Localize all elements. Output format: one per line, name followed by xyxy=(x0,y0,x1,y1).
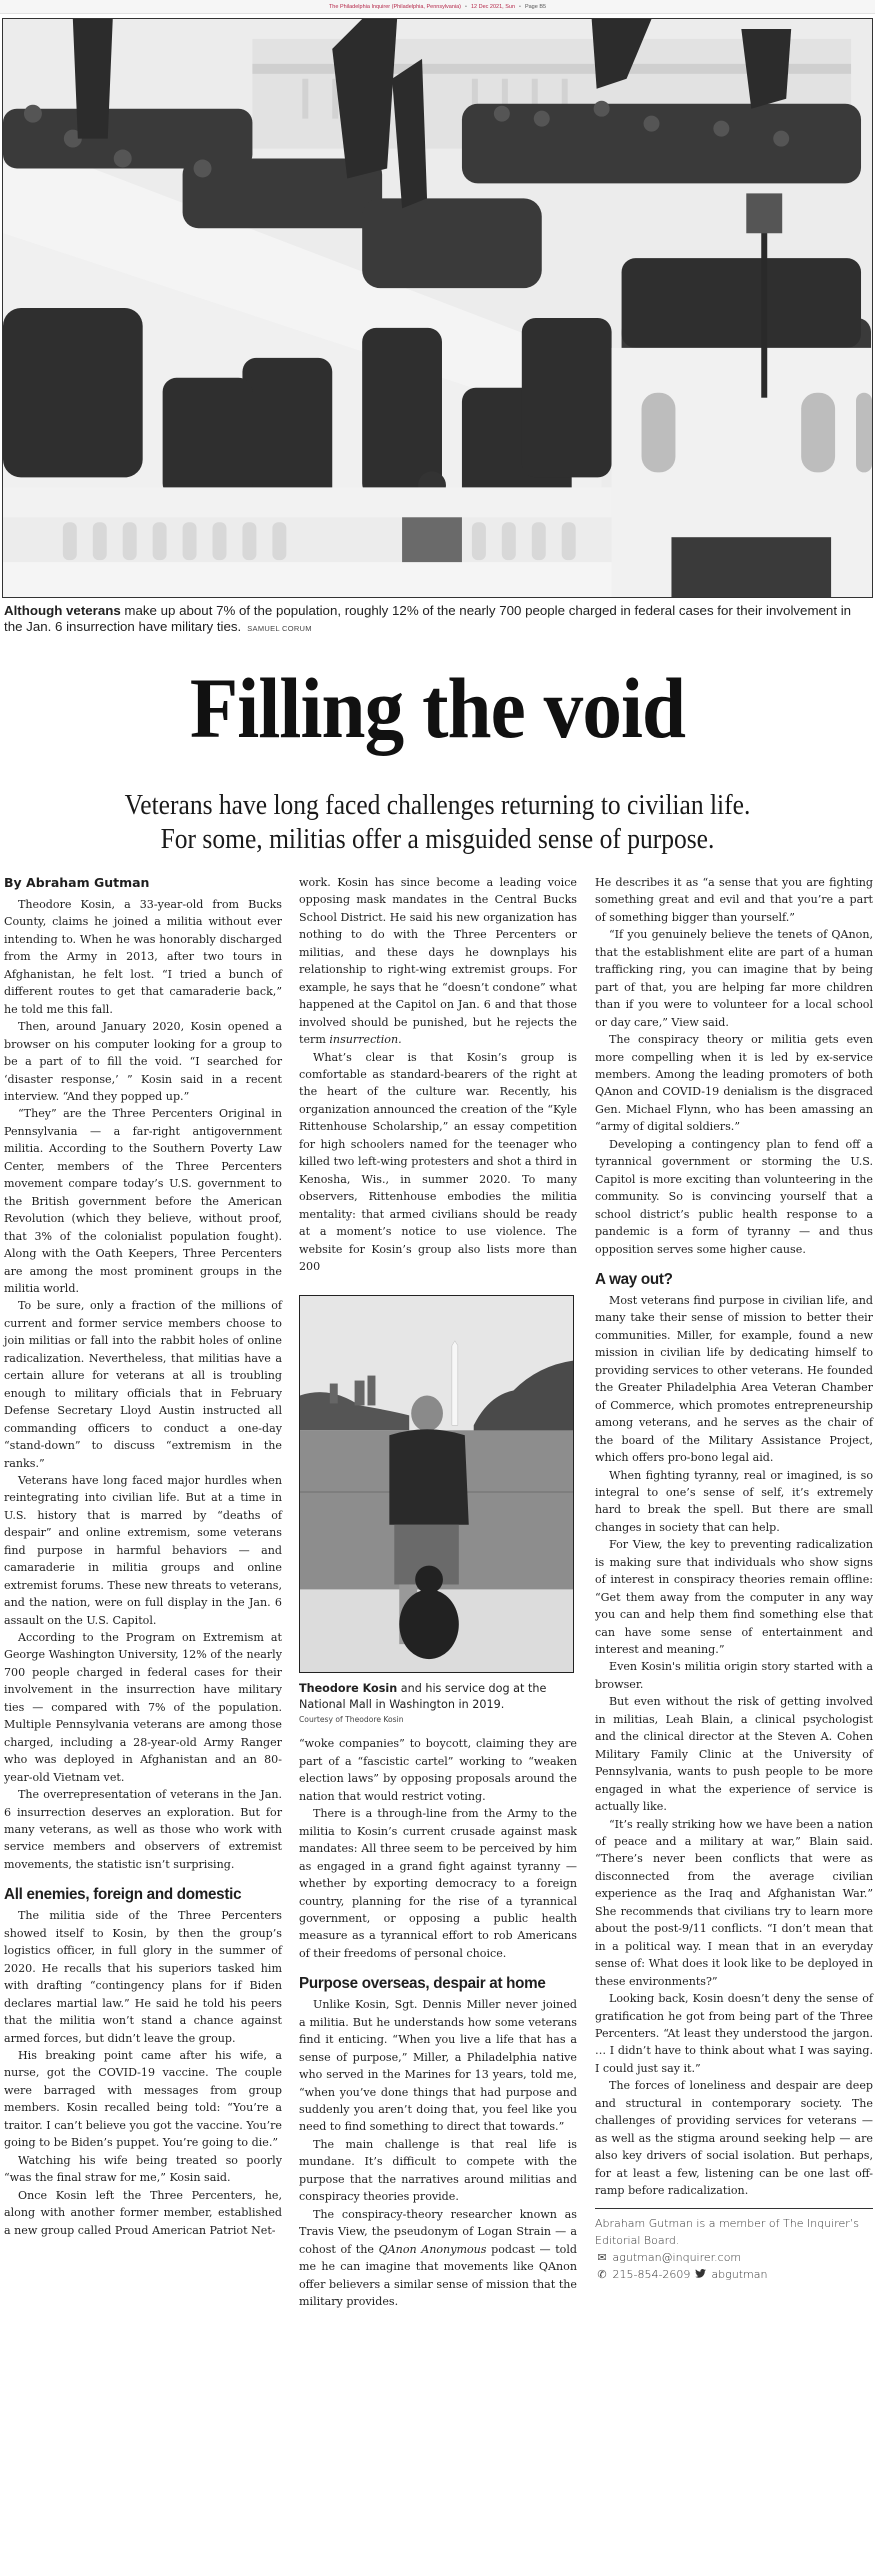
paragraph: He describes it as “a sense that you are fighting something great and evil and that you’re a part of something bigger than yourself.” xyxy=(595,876,873,924)
paragraph: Developing a contingency plan to fend off a tyrannical government or storming the U.S. Capitol is more exciting than volunteering in the community. So is convincing yourself that a school district’s public health response to a pandemic is a form of tyranny — and thus opposition serves some higher cause. xyxy=(595,1137,873,1256)
headline: Filling the void xyxy=(189,660,686,756)
paragraph: There is a through-line from the Army to the militia to Kosin’s current crusade against mask mandates: All three seem to be perceived by him as engaged in a grand fight against tyranny — whether by exporting democracy to a foreign country, planning for the rise of a tyrannical government, or opposing a public health measure as a tyrannical effort to rob Americans of their freedoms of personal choice. xyxy=(299,1807,577,1960)
paragraph: Watching his wife being treated so poorly “was the final straw for me,” Kosin said. xyxy=(4,2153,282,2185)
twitter-bird-icon xyxy=(694,2266,708,2283)
byline: By Abraham Gutman xyxy=(4,875,150,890)
paragraph: The forces of loneliness and despair are deep and structural in contemporary society. The challenges of providing services for veterans — as well as the stigma around seeking help — are also key drivers of social isolation. But perhaps, for at least a few, listening can be one last off-ramp before radicalization. xyxy=(595,2079,873,2198)
twitter-bird-glyph xyxy=(695,2269,706,2278)
paragraph: When fighting tyranny, real or imagined, is so integral to one’s sense of self, it’s extremely hard to break the spell. But there are small changes in society that can help. xyxy=(595,1468,873,1534)
publication-date: 12 Dec 2021, Sun xyxy=(470,4,516,10)
paragraph: The militia side of the Three Percenters showed itself to Kosin, by then the group’s logistics officer, in full glory in the summer of 2020. He recalls that his superiors tasked him with drafting “contingency plans for if Biden declares martial law.” He said he told his peers that the militia won’t stand a chance against armed forces, but didn’t leave the group. xyxy=(4,1909,282,2045)
podcast-title: QAnon Anonymous xyxy=(378,2242,487,2256)
paragraph: The conspiracy theory or militia gets even more compelling when it is led by ex-service members. Among the leading promoters of both QAnon and COVID-19 denialism is the disgraced Gen. Michael Flynn, who has been amassing an “army of digital soldiers.” xyxy=(595,1033,873,1134)
separator: • xyxy=(519,4,521,10)
photo-credit: Courtesy of Theodore Kosin xyxy=(299,1715,404,1725)
hero-photo-capitol-crowd xyxy=(2,18,873,598)
paragraph: Theodore Kosin, a 33-year-old from Bucks County, claims he joined a militia without ever intending to. When he was honorably discharged from the Army in 2013, after two tours in Afghanistan, he felt lost. “I tried a bunch of different routes to get that camaraderie back,” he told me this fall. xyxy=(4,898,282,1016)
caption-text: make up about 7% of the population, roughly 12% of the nearly 700 people charged in federal cases for their involvement in the Jan. 6 insurrection have military ties. xyxy=(4,603,852,634)
section-subhead: Purpose overseas, despair at home xyxy=(299,1975,546,1993)
hero-photo-caption xyxy=(4,603,864,636)
paragraph: Unlike Kosin, Sgt. Dennis Miller never joined a militia. But he understands how some veterans find it enticing. “When you live a life that has a sense of purpose,” Miller, a Philadelphia native who served in the Marines for 13 years, told me, “when you’ve done things that had purpose and suddenly you aren’t doing that, you feel like you need to find something to direct that towards.” xyxy=(299,1998,577,2134)
author-phone[interactable]: 215-854-2609 xyxy=(612,2267,691,2281)
caption-text: and his service dog at the National Mall in Washington in 2019. xyxy=(299,1682,547,1712)
paragraph: But even without the risk of getting involved in militias, Leah Blain, a clinical psychologist and the clinical director at the Steven A. Cohen Military Family Clinic at the University of Pennsylvania, wants to push people to be more engaged in what the experience of service is actually like. xyxy=(595,1695,873,1814)
section-subhead: All enemies, foreign and domestic xyxy=(4,1886,242,1904)
caption-lead: Although veterans xyxy=(4,603,121,618)
subheadline-dek xyxy=(53,788,823,856)
page-number: Page B5 xyxy=(524,4,547,10)
paragraph xyxy=(299,874,577,1049)
paragraph-text: The conspiracy-theory researcher known as Travis View, the pseudonym of Logan Strain — a cohost of the xyxy=(299,2207,577,2256)
publication-name: The Philadelphia Inquirer (Philadelphia, Pennsylvania) xyxy=(328,4,462,10)
paragraph: Once Kosin left the Three Percenters, he, along with another former member, established a new group called Proud American Patriot Net- xyxy=(4,2188,282,2237)
author-email-row xyxy=(595,2249,873,2266)
photo-kosin-service-dog xyxy=(299,1295,574,1673)
paragraph: Most veterans find purpose in civilian life, and many take their sense of mission to better their communities. Miller, for example, found a new mission in civilian life by dedicating himself to providing services to other veterans. He founded the Greater Philadelphia Area Veteran Chamber of Commerce, which promotes entrepreneurship among veterans, and he serves as the chair of the board of the Military Assistance Project, which offers pro-bono legal aid. xyxy=(595,1293,873,1465)
author-bio xyxy=(595,2208,873,2283)
article-column-2 xyxy=(299,874,577,2310)
phone-icon: ✆ xyxy=(597,2267,607,2281)
author-twitter-handle[interactable]: abgutman xyxy=(711,2267,768,2281)
dek-line-1: Veterans have long faced challenges returning to civilian life. xyxy=(124,789,751,821)
article-column-1 xyxy=(4,874,282,2239)
paragraph: To be sure, only a fraction of the millions of current and former service members choose to join militias or fall into the rabbit holes of online radicalization. Nevertheless, that militias have a certain allure for veterans at all is troubling enough to military officials that in February Defense Secretary Lloyd Austin instructed all commanding officers to conduct a one-day “stand-down” to discuss “extremism in the ranks.” xyxy=(4,1299,282,1470)
paragraph-text: podcast — told me he can imagine that movements like QAnon offer believers a similar sense of mission that the military provides. xyxy=(299,2242,577,2309)
paragraph: Veterans have long faced major hurdles when reintegrating into civilian life. But at a time in U.S. history that is marred by “deaths of despair” and online extremism, some veterans find purpose in harmful behaviors — and camaraderie in militia groups and online extremist forums. These new threats to veterans, and the nation, were on full display in the Jan. 6 assault on the U.S. Capitol. xyxy=(4,1473,282,1627)
capitol-crowd-image xyxy=(3,19,872,597)
paragraph: According to the Program on Extremism at George Washington University, 12% of the nearly 700 people charged in federal cases for their involvement in the insurrection have military ties — compared with 7% of the population. Multiple Pennsylvania veterans are among those charged, including a 28-year-old Army Ranger who was deployed in Afghanistan and an 80-year-old Vietnam vet. xyxy=(4,1631,282,1784)
author-email-link[interactable]: agutman@inquirer.com xyxy=(612,2250,742,2264)
photo-credit: SAMUEL CORUM xyxy=(247,623,312,633)
paragraph: “If you genuinely believe the tenets of QAnon, that the establishment elite are part of a human trafficking ring, you can imagine that by being part of that, you are helping far more children than if you were to volunteer for a local school or day care,” View said. xyxy=(595,928,873,1029)
paragraph-text: work. Kosin has since become a leading voice opposing mask mandates in the Central Bucks School District. He said his new organization has nothing to do with the Three Percenters or militias, and these days he downplays his relationship to right-wing extremist groups. For example, he says that he “doesn’t condone” what happened at the Capitol on Jan. 6 and that those involved should be punished, but he rejects the term xyxy=(299,876,577,1047)
photo-caption xyxy=(299,1681,577,1713)
author-contact-row xyxy=(595,2266,873,2283)
paragraph xyxy=(299,2206,577,2311)
italic-term: insurrection. xyxy=(329,1033,402,1047)
paragraph: Then, around January 2020, Kosin opened a browser on his computer looking for a group to be a part of to fill the void. “I searched for ‘disaster response,’ ” Kosin said in a recent interview. “And they popped up.” xyxy=(4,1020,282,1103)
page-header-bar xyxy=(0,0,875,14)
section-subhead: A way out? xyxy=(595,1270,673,1288)
envelope-icon: ✉ xyxy=(597,2250,607,2264)
paragraph: What’s clear is that Kosin’s group is comfortable as standard-bearers of the right at the heart of the culture war. Recently, his organization announced the creation of the “Kyle Rittenhouse Scholarship,” an essay competition for high schoolers named for the teenager who killed two left-wing protesters and shot a third in Kenosha, Wis., in summer 2020. To many observers, Rittenhouse embodies the militia mentality: that armed civilians should be ready at a moment’s notice to use violence. The website for Kosin’s group also lists more than 200 xyxy=(299,1050,577,1273)
author-bio-text: Abraham Gutman is a member of The Inquirer’s Editorial Board. xyxy=(595,2216,859,2247)
paragraph: His breaking point came after his wife, a nurse, got the COVID-19 vaccine. The couple were barraged with messages from group members. Kosin recalled being told: “You’re a traitor. I can’t believe you got the vaccine. You’re going to be Biden’s puppet. You’re going to die.” xyxy=(4,2049,282,2150)
paragraph: Even Kosin's militia origin story started with a browser. xyxy=(595,1660,873,1691)
paragraph: The overrepresentation of veterans in the Jan. 6 insurrection deserves an exploration. But for many veterans, as well as those who work with service members and observers of extremist movements, the statistic isn’t surprising. xyxy=(4,1788,282,1871)
paragraph: The main challenge is that real life is mundane. It’s difficult to compete with the purpose that the narratives around militias and conspiracy theories provide. xyxy=(299,2137,577,2204)
article-column-3 xyxy=(595,874,873,2283)
paragraph: “woke companies” to boycott, claiming they are part of a “fascistic cartel” working to “weaken election laws” by opposing proposals around the nation that would restrict voting. xyxy=(299,1737,577,1803)
paragraph: “They” are the Three Percenters Original in Pennsylvania — a far-right antigovernment militia. According to the Southern Poverty Law Center, members of the Three Percenters movement compare today’s U.S. government to the British government before the American Revolution (which they believe, without proof, that 3% of the colonialist population fought). Along with the Oath Keepers, Three Percenters are among the most prominent groups in the militia world. xyxy=(4,1107,282,1295)
paragraph: “It’s really striking how we have been a nation of peace and a military at war,” Blain said. “There’s never been conflicts that were as disconnected from the average civilian experience as the Iraq and Afghanistan War.” She recommends that civilians try to learn more about the post-9/11 conflicts. “I don’t mean that in a political way. I mean that in an everyday sense of: What does it look like to be deployed in these environments?” xyxy=(595,1817,873,1988)
dek-line-2: For some, militias offer a misguided sense of purpose. xyxy=(160,823,715,855)
paragraph: Looking back, Kosin doesn’t deny the sense of gratification he got from being part of the Three Percenters. “At least they understood the jargon. … I didn’t have to think about what I was saying. I could just say it.” xyxy=(595,1992,873,2075)
kosin-national-mall-image xyxy=(300,1296,573,1672)
separator: • xyxy=(465,4,467,10)
paragraph: For View, the key to preventing radicalization is making sure that individuals who show signs of interest in conspiracy theories remain offline: “Get them away from the computer in any way you can and help them find something else that can have some sense of entertainment and interest and meaning.” xyxy=(595,1538,873,1657)
caption-lead: Theodore Kosin xyxy=(299,1682,398,1696)
